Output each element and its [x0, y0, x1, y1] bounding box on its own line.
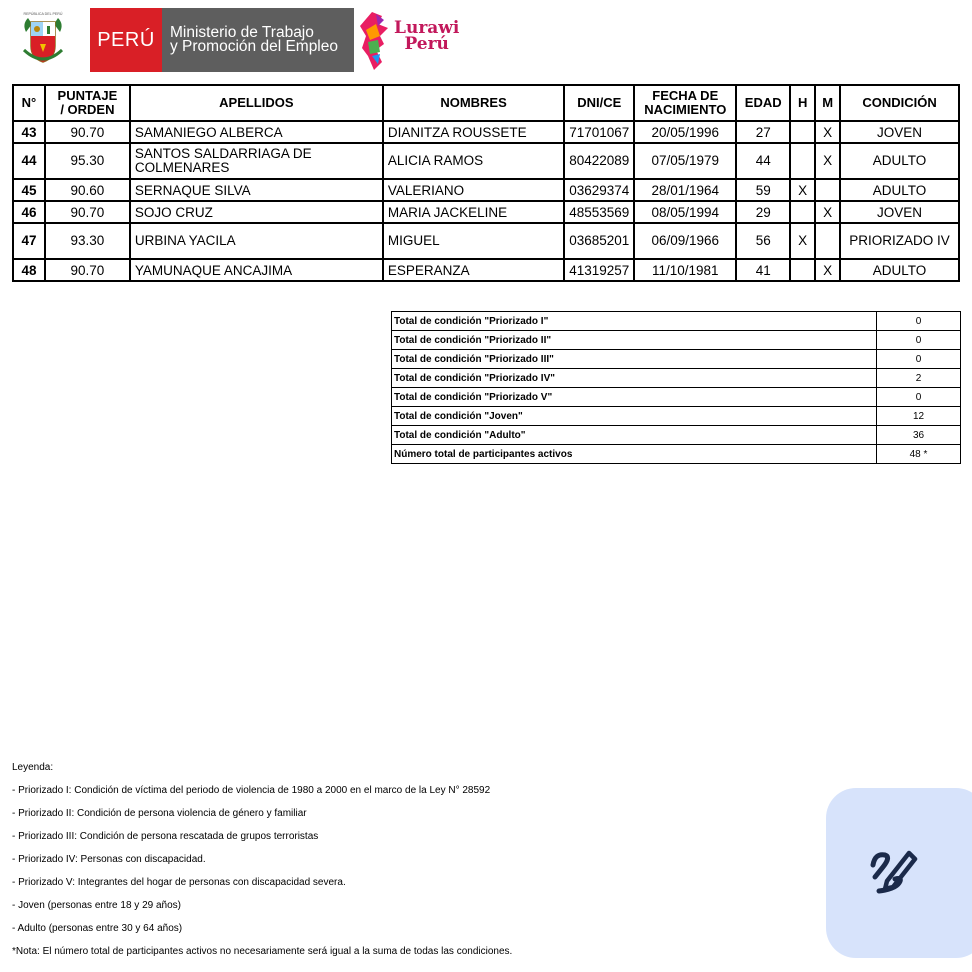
legend-item: - Priorizado II: Condición de persona violencia de género y familiar [12, 808, 307, 819]
cell-apellidos: URBINA YACILA [130, 223, 383, 259]
cell-fecha: 28/01/1964 [634, 179, 736, 201]
cell-dni: 48553569 [564, 201, 634, 223]
cell-condicion: ADULTO [840, 259, 959, 281]
col-header-edad: EDAD [736, 85, 790, 121]
col-header-fecha-1: FECHA DE [652, 88, 719, 103]
cell-condicion: ADULTO [840, 143, 959, 179]
cell-m [815, 179, 840, 201]
annotate-fab-button[interactable] [826, 788, 972, 958]
table-row [13, 179, 959, 201]
cell-condicion: PRIORIZADO IV [840, 223, 959, 259]
cell-n: 47 [13, 223, 45, 259]
summary-label: Total de condición "Priorizado IV" [392, 369, 877, 388]
cell-h: X [790, 223, 815, 259]
lurawi-word-2: Perú [404, 34, 449, 54]
cell-m: X [815, 121, 840, 143]
summary-label: Número total de participantes activos [392, 445, 877, 464]
summary-label: Total de condición "Priorizado II" [392, 331, 877, 350]
summary-value: 12 [877, 407, 961, 426]
summary-row [392, 445, 961, 464]
cell-nombres: MARIA JACKELINE [383, 201, 564, 223]
cell-dni: 41319257 [564, 259, 634, 281]
summary-value: 0 [877, 331, 961, 350]
cell-puntaje: 90.60 [45, 179, 130, 201]
cell-apellidos: SERNAQUE SILVA [130, 179, 383, 201]
cell-m: X [815, 259, 840, 281]
cell-apellidos: SAMANIEGO ALBERCA [130, 121, 383, 143]
summary-label: Total de condición "Priorizado V" [392, 388, 877, 407]
legend-item: - Adulto (personas entre 30 y 64 años) [12, 923, 183, 934]
legend-item: - Joven (personas entre 18 y 29 años) [12, 900, 181, 911]
legend-item: - Priorizado V: Integrantes del hogar de personas con discapacidad severa. [12, 877, 346, 888]
cell-edad: 29 [736, 201, 790, 223]
cell-nombres: DIANITZA ROUSSETE [383, 121, 564, 143]
legend [12, 756, 812, 963]
cell-condicion: ADULTO [840, 179, 959, 201]
cell-puntaje: 90.70 [45, 259, 130, 281]
cell-n: 45 [13, 179, 45, 201]
cell-dni: 03629374 [564, 179, 634, 201]
summary-value: 48 * [877, 445, 961, 464]
cell-h [790, 143, 815, 179]
cell-nombres: ALICIA RAMOS [383, 143, 564, 179]
cell-nombres: ESPERANZA [383, 259, 564, 281]
summary-value: 0 [877, 312, 961, 331]
summary-label: Total de condición "Joven" [392, 407, 877, 426]
col-header-condicion: CONDICIÓN [840, 85, 959, 121]
cell-apellidos: YAMUNAQUE ANCAJIMA [130, 259, 383, 281]
summary-table [391, 311, 961, 464]
col-header-fecha [634, 85, 736, 121]
table-row [13, 259, 959, 281]
summary-row [392, 407, 961, 426]
table-row [13, 223, 959, 259]
table-row [13, 143, 959, 179]
shield-label: REPÚBLICA DEL PERÚ [23, 12, 63, 16]
summary-value: 0 [877, 350, 961, 369]
summary-label: Total de condición "Adulto" [392, 426, 877, 445]
table-header-row [13, 85, 959, 121]
cell-edad: 44 [736, 143, 790, 179]
summary-row [392, 388, 961, 407]
summary-row [392, 312, 961, 331]
cell-nombres: VALERIANO [383, 179, 564, 201]
cell-condicion: JOVEN [840, 201, 959, 223]
summary-value: 0 [877, 388, 961, 407]
cell-nombres: MIGUEL [383, 223, 564, 259]
cell-n: 43 [13, 121, 45, 143]
cell-apellidos: SANTOS SALDARRIAGA DE COLMENARES [130, 143, 383, 179]
cell-n: 46 [13, 201, 45, 223]
cell-edad: 41 [736, 259, 790, 281]
peru-brand: PERÚ [90, 8, 162, 72]
col-header-fecha-2: NACIMIENTO [644, 102, 727, 117]
cell-puntaje: 95.30 [45, 143, 130, 179]
summary-row [392, 350, 961, 369]
cell-n: 44 [13, 143, 45, 179]
col-header-h: H [790, 85, 815, 121]
pen-scribble-icon [865, 845, 921, 901]
legend-note: *Nota: El número total de participantes activos no necesariamente será igual a la suma de todas las condiciones. [12, 946, 513, 957]
cell-h [790, 259, 815, 281]
col-header-m: M [815, 85, 840, 121]
cell-edad: 59 [736, 179, 790, 201]
cell-h [790, 201, 815, 223]
lurawi-wordmark [394, 20, 459, 52]
legend-item: - Priorizado IV: Personas con discapacidad. [12, 854, 206, 865]
cell-puntaje: 90.70 [45, 201, 130, 223]
cell-m: X [815, 201, 840, 223]
summary-value: 36 [877, 426, 961, 445]
col-header-puntaje-1: PUNTAJE [57, 88, 118, 103]
cell-dni: 71701067 [564, 121, 634, 143]
col-header-puntaje [45, 85, 130, 121]
legend-item: - Priorizado III: Condición de persona rescatada de grupos terroristas [12, 831, 319, 842]
lurawi-logo [358, 10, 468, 72]
national-shield-logo [20, 10, 66, 66]
participants-table [12, 84, 960, 282]
cell-h [790, 121, 815, 143]
cell-dni: 03685201 [564, 223, 634, 259]
cell-condicion: JOVEN [840, 121, 959, 143]
col-header-dni: DNI/CE [564, 85, 634, 121]
summary-value: 2 [877, 369, 961, 388]
page-header [20, 6, 460, 70]
col-header-apellidos: APELLIDOS [130, 85, 383, 121]
summary-label: Total de condición "Priorizado I" [392, 312, 877, 331]
cell-m [815, 223, 840, 259]
table-row [13, 201, 959, 223]
cell-fecha: 08/05/1994 [634, 201, 736, 223]
table-row [13, 121, 959, 143]
lurawi-word-1: Lurawi [394, 18, 460, 38]
cell-edad: 56 [736, 223, 790, 259]
legend-item: - Priorizado I: Condición de víctima del periodo de violencia de 1980 a 2000 en el marco de la Ley N° 28592 [12, 785, 491, 796]
summary-row [392, 426, 961, 445]
ministry-name [162, 8, 354, 72]
cell-n: 48 [13, 259, 45, 281]
col-header-n: N° [13, 85, 45, 121]
cell-edad: 27 [736, 121, 790, 143]
legend-title: Leyenda: [12, 762, 54, 773]
cell-fecha: 11/10/1981 [634, 259, 736, 281]
cell-puntaje: 93.30 [45, 223, 130, 259]
cell-apellidos: SOJO CRUZ [130, 201, 383, 223]
cell-puntaje: 90.70 [45, 121, 130, 143]
summary-row [392, 369, 961, 388]
cell-m: X [815, 143, 840, 179]
cell-h: X [790, 179, 815, 201]
summary-row [392, 331, 961, 350]
lurawi-map-icon [358, 10, 398, 72]
cell-fecha: 07/05/1979 [634, 143, 736, 179]
cell-fecha: 06/09/1966 [634, 223, 736, 259]
ministry-line-1: Ministerio de Trabajo [170, 24, 314, 41]
cell-dni: 80422089 [564, 143, 634, 179]
col-header-nombres: NOMBRES [383, 85, 564, 121]
col-header-puntaje-2: / ORDEN [60, 102, 115, 117]
summary-label: Total de condición "Priorizado III" [392, 350, 877, 369]
cell-fecha: 20/05/1996 [634, 121, 736, 143]
ministry-line-2: y Promoción del Empleo [170, 38, 338, 55]
